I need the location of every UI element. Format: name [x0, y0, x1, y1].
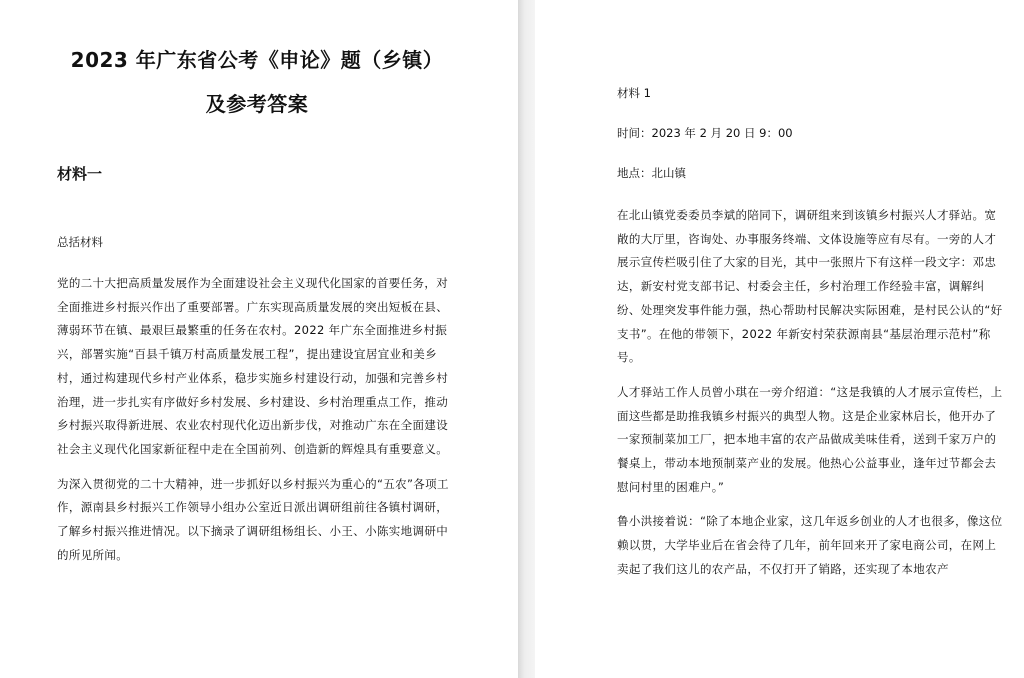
document-title-line-2: 及参考答案 — [205, 92, 309, 116]
time-line: 时间：2023 年 2 月 20 日 9：00 — [617, 126, 793, 140]
section-heading: 材料一 — [57, 165, 103, 183]
document-title-line-1: 2023 年广东省公考《申论》题（乡镇） — [70, 48, 444, 72]
page-gutter — [518, 0, 535, 678]
left-page-body — [57, 272, 449, 567]
right-paragraph-3: 鲁小洪接着说：“除了本地企业家，这几年返乡创业的人才也很多，像这位赖以贯，大学毕业后在省会待了几年，前年回来开了家电商公司，在网上卖起了我们这儿的农产品，不仅打开了销路，还实现了本地农产 — [617, 514, 1003, 576]
material-label: 材料 1 — [617, 86, 651, 100]
left-paragraph-2: 为深入贯彻党的二十大精神，进一步抓好以乡村振兴为重心的“五农”各项工作，源南县乡村振兴工作领导小组办公室近日派出调研组前往各镇村调研，了解乡村振兴推进情况。以下摘录了调研组杨组长、小王、小陈实地调研中的所见所闻。 — [57, 476, 449, 562]
summary-label: 总括材料 — [57, 235, 103, 249]
right-page-body — [617, 204, 1003, 582]
left-paragraph-1: 党的二十大把高质量发展作为全面建设社会主义现代化国家的首要任务，对全面推进乡村振兴作出了重要部署。广东实现高质量发展的突出短板在县、薄弱环节在镇、最艰巨最繁重的任务在农村。2022 年广东全面推进乡村振兴，部署实施“百县千镇万村高质量发展工程”，提出建设宜居宜业和美乡村，通过构建现代乡村产业体系，稳步实施乡村建设行动，加强和完善乡村治理，进一步扎实有序做好乡村发展、乡村建设、乡村治理重点工作，推动乡村振兴取得新进展、农业农村现代化迈出新步伐，对推动广东在全面建设社会主义现代化国家新征程中走在全国前列、创造新的辉煌具有重要意义。 — [57, 276, 449, 456]
right-paragraph-1: 在北山镇党委委员李斌的陪同下，调研组来到该镇乡村振兴人才驿站。宽敞的大厅里，咨询处、办事服务终端、文体设施等应有尽有。一旁的人才展示宣传栏吸引住了大家的目光，其中一张照片下有这样一段文字：邓忠达，新安村党支部书记、村委会主任，乡村治理工作经验丰富，调解纠纷、处理突发事件能力强，热心帮助村民解决实际困难，是村民公认的“好支书”。在他的带领下，2022 年新安村荣获源南县“基层治理示范村”称号。 — [617, 208, 1003, 365]
right-paragraph-2: 人才驿站工作人员曾小琪在一旁介绍道：“这是我镇的人才展示宣传栏，上面这些都是助推我镇乡村振兴的典型人物。这是企业家林启长，他开办了一家预制菜加工厂，把本地丰富的农产品做成美味佳肴，送到千家万户的餐桌上，带动本地预制菜产业的发展。他热心公益事业，逢年过节都会去慰问村里的困难户。” — [617, 384, 1003, 494]
place-line: 地点：北山镇 — [617, 166, 686, 180]
